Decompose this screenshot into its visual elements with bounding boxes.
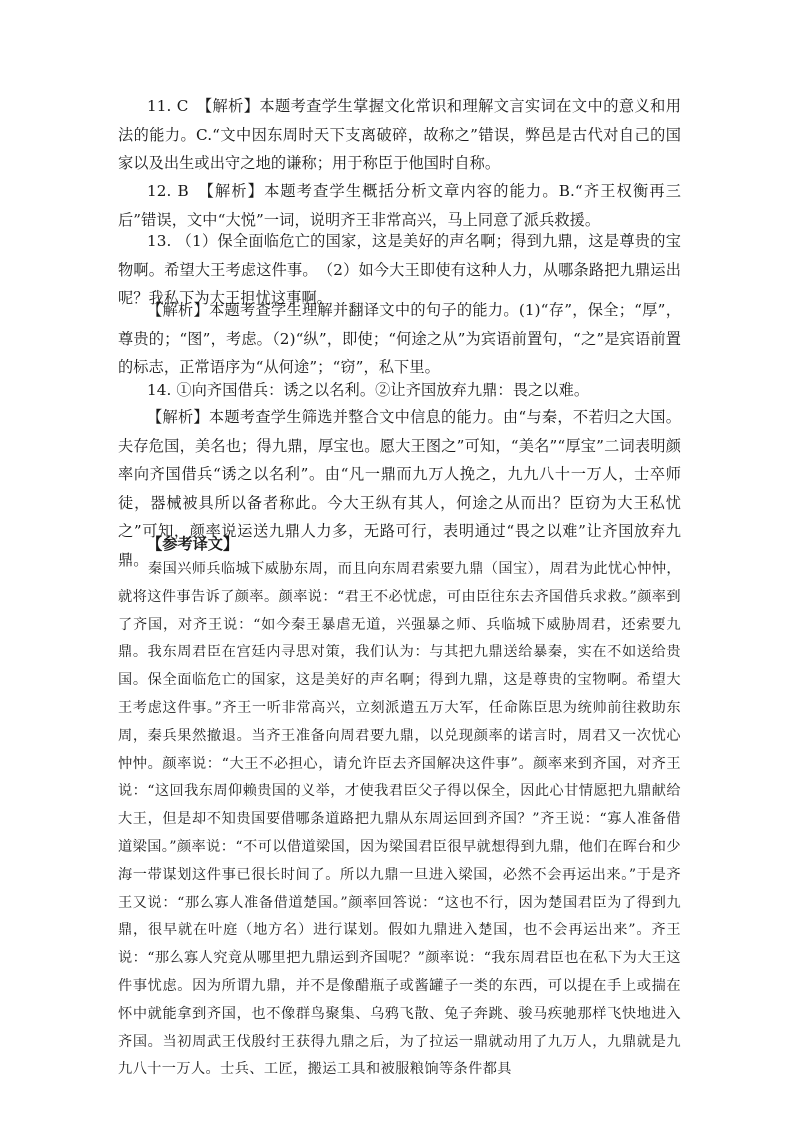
- answer-13: 13. （1）保全面临危亡的国家，这是美好的声名啊；得到九鼎，这是尊贵的宝物啊。希望大王考虑这件事。 （2）如今大王即使有这种人力，从哪条路把九鼎运出呢？我私下为大王担忧这事啊。: [118, 232, 681, 308]
- reference-translation-text: 秦国兴师兵临城下威胁东周，而且向东周君索要九鼎（国宝），周君为此忧心忡忡，就将这件事告诉了颜率。颜率说：“君王不必忧虑，可由臣往东去齐国借兵求救。”颜率到了齐国，对齐王说：“如今秦王暴虐无道，兴强暴之师、兵临城下威胁周君，还索要九鼎。我东周君臣在宫廷内寻思对策，我们认为：与其把九鼎送给暴秦，实在不如送给贵国。保全面临危亡的国家，这是美好的声名啊；得到九鼎，这是尊贵的宝物啊。希望大王考虑这件事。”齐王一听非常高兴，立刻派遣五万大军，任命陈臣思为统帅前往救助东周，秦兵果然撤退。当齐王准备向周君要九鼎，以兑现颜率的诺言时，周君又一次忧心忡忡。颜率说：“大王不必担心，请允许臣去齐国解决这件事”。颜率来到齐国，对齐王说：“这回我东周仰赖贵国的义举，才使我君臣父子得以保全，因此心甘情愿把九鼎献给大王，但是却不知贵国要借哪条道路把九鼎从东周运回到齐国？”齐王说：“寡人准备借道梁国。”颜率说：“不可以借道梁国，因为梁国君臣很早就想得到九鼎，他们在晖台和少海一带谋划这件事已很长时间了。所以九鼎一旦进入梁国，必然不会再运出来。”于是齐王又说：“那么寡人准备借道楚国。”颜率回答说：“这也不行，因为楚国君臣为了得到九鼎，很早就在叶庭（地方名）进行谋划。假如九鼎进入楚国，也不会再运出来”。齐王说：“那么寡人究竟从哪里把九鼎运到齐国呢？”颜率说：“我东周君臣也在私下为大王这件事忧虑。因为所谓九鼎，并不是像醋瓶子或酱罐子一类的东西，可以提在手上或揣在怀中就能拿到齐国，也不像群鸟聚集、乌鸦飞散、兔子奔跳、骏马疾驰那样飞快地进入齐国。当初周武王伐殷纣王获得九鼎之后，为了拉运一鼎就动用了九万人，九鼎就是九九八十一万人。士兵、工匠，搬运工具和被服粮饷等条件都具: [118, 561, 681, 1078]
- answer-12-text: 本题考查学生概括分析文章内容的能力。B.“齐王权衡再三后”错误，文中“大悦”一词，说明齐王非常高兴，马上同意了派兵救援。: [118, 182, 681, 229]
- analysis-13: 【解析】本题考查学生理解并翻译文中的句子的能力。(1)“存”，保全；“厚”，尊贵的；“图”，考虑。（2)“纵”，即使；“何途之从”为宾语前置句，“之”是宾语前置的标志，正常语序为“从何途”；“窃”，私下里。: [118, 301, 681, 377]
- answer-12-label: 12. B 【解析】: [147, 182, 265, 200]
- answer-11-label: 11. C 【解析】: [147, 97, 260, 115]
- answer-11: [118, 92, 681, 178]
- answer-11-text: 本题考查学生掌握文化常识和理解文言实词在文中的意义和用法的能力。C.“文中因东周时天下支离破碎，故称之”错误，弊邑是古代对自己的国家以及出生或出守之地的谦称；用于称臣于他国时自称。: [118, 97, 681, 173]
- analysis-14: 【解析】本题考查学生筛选并整合文中信息的能力。由“与秦，不若归之大国。夫存危国，美名也；得九鼎，厚宝也。愿大王图之”可知，“美名”“厚宝”二词表明颜率向齐国借兵“诱之以名利”。由“凡一鼎而九万人挽之，九九八十一万人，士卒师徒，器械被具所以备者称此。今大王纵有其人，何途之从而出？臣窃为大王私忧之”可知，颜率说运送九鼎人力多，无路可行，表明通过“畏之以难”让齐国放弃九鼎。: [118, 408, 681, 569]
- answer-12: [118, 177, 681, 234]
- reference-translation-heading: 【参考译文】: [147, 535, 239, 553]
- answer-14: 14. ①向齐国借兵：诱之以名利。②让齐国放弃九鼎：畏之以难。: [147, 381, 590, 399]
